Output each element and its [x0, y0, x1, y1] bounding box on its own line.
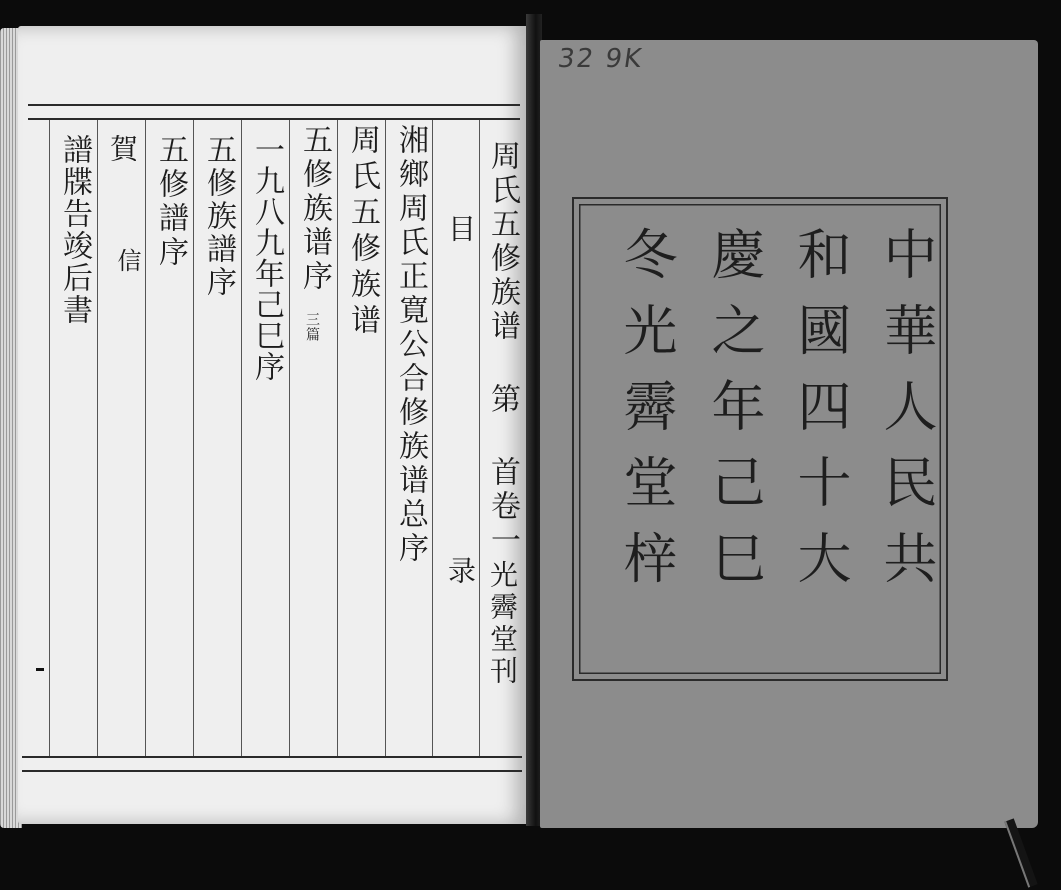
toc-entry: 信 [113, 248, 141, 278]
toc-entry: 譜牒告竣后書 [57, 134, 92, 326]
toc-entry: 五修族谱序 [297, 124, 332, 294]
column-line [97, 120, 98, 756]
toc-entry: 五修譜序 [153, 134, 188, 270]
handwritten-note: 32 9K [555, 44, 646, 74]
contents-heading-top: 目 [444, 214, 477, 248]
column-line [337, 120, 338, 756]
top-rule-inner [28, 118, 520, 120]
seal-column: 中華人民共 [875, 226, 938, 606]
column-line [193, 120, 194, 756]
column-line [49, 120, 50, 756]
bottom-rule [22, 756, 522, 758]
bottom-rule-outer [22, 770, 522, 772]
toc-entry: 周氏五修族谱 [345, 124, 380, 340]
contents-heading-bottom: 录 [444, 556, 477, 590]
margin-mark [36, 668, 44, 671]
seal-column: 和國四十大 [789, 226, 852, 606]
seal-column: 慶之年己巳 [703, 226, 766, 606]
pen-tip [1004, 818, 1037, 887]
toc-entry: 湘鄉周氏正寛公合修族谱总序 [393, 124, 428, 566]
toc-entry: 一九八九年己巳序 [249, 134, 284, 382]
column-line [289, 120, 290, 756]
book-title-column: 周氏五修族谱 第 首卷一 [485, 140, 520, 558]
top-rule [28, 104, 520, 106]
publisher-label: 光霽堂刊 [486, 560, 519, 688]
column-line [145, 120, 146, 756]
toc-entry: 賀 [106, 134, 139, 168]
column-line [241, 120, 242, 756]
toc-entry: 五修族譜序 [201, 134, 236, 299]
column-line [385, 120, 386, 756]
column-line [432, 120, 433, 756]
seal-column: 冬光霽堂梓 [615, 226, 678, 606]
toc-entry-note: 三篇 [304, 312, 320, 342]
